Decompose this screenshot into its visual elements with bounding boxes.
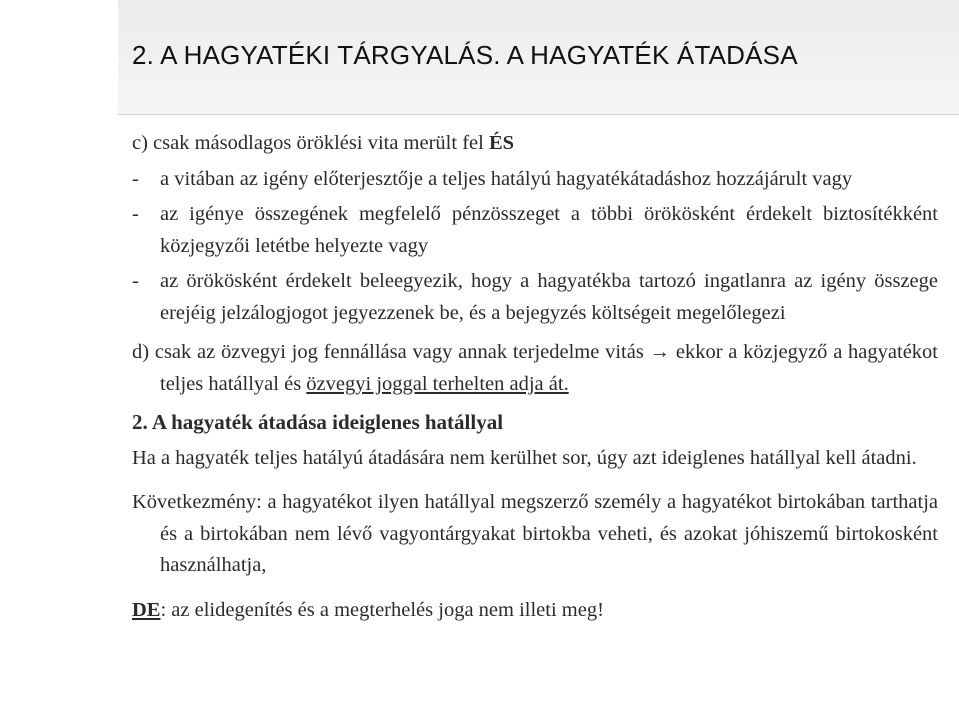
section-2-heading: 2. A hagyaték átadása ideiglenes hatállyal [132,410,504,434]
point-c-item-1 [132,164,938,196]
point-c-and: ÉS [488,132,515,154]
point-d [132,337,938,400]
point-c-item-2-text: az igénye összegének megfelelő pénzösszeget a többi örökösként érdekelt biztosítékként közjegyzői letétbe helyezte vagy [160,203,938,257]
point-c-item-2 [132,199,938,262]
paragraph-temporary-transfer: Ha a hagyaték teljes hatályú átadására nem kerülhet sor, úgy azt ideiglenes hatállyal kell átadni. [132,446,917,469]
restriction-de: DE [132,598,161,621]
dash-marker: - [132,203,139,225]
point-c-intro-text: c) csak másodlagos öröklési vita merült fel [132,132,484,154]
dash-marker: - [132,167,139,190]
point-c-item-1-text: a vitában az igény előterjesztője a teljes hatályú hagyatékátadáshoz hozzájárult vagy [160,167,853,190]
point-d-text: d) csak az özvegyi jog fennállása vagy annak terjedelme vitás → ekkor a közjegyző a hagyatékot teljes hatállyal és [132,341,938,395]
slide-body [132,128,938,626]
paragraph-consequence: Következmény: a hagyatékot ilyen hatállyal megszerző személy a hagyatékot birtokában tarthatja és a birtokában nem lévő vagyontárgyakat birtokba veheti, és azokat jóhiszemű birtokosként használhatja, [132,491,938,576]
point-c-intro [132,128,938,160]
dash-marker: - [132,270,139,292]
slide-title: 2. A HAGYATÉKI TÁRGYALÁS. A HAGYATÉK ÁTADÁSA [132,40,798,70]
paragraph-restriction [132,595,938,627]
point-c-item-3-text: az örökösként érdekelt beleegyezik, hogy a hagyatékba tartozó ingatlanra az igény összege erejéig jelzálogjogot jegyezzenek be, és a bejegyzés költségeit megelőlegezi [160,270,938,324]
point-d-underlined: özvegyi joggal terhelten adja át. [306,372,569,395]
point-c-item-3 [132,266,938,329]
title-divider [118,114,959,115]
restriction-text: : az elidegenítés és a megterhelés joga nem illeti meg! [160,598,604,621]
